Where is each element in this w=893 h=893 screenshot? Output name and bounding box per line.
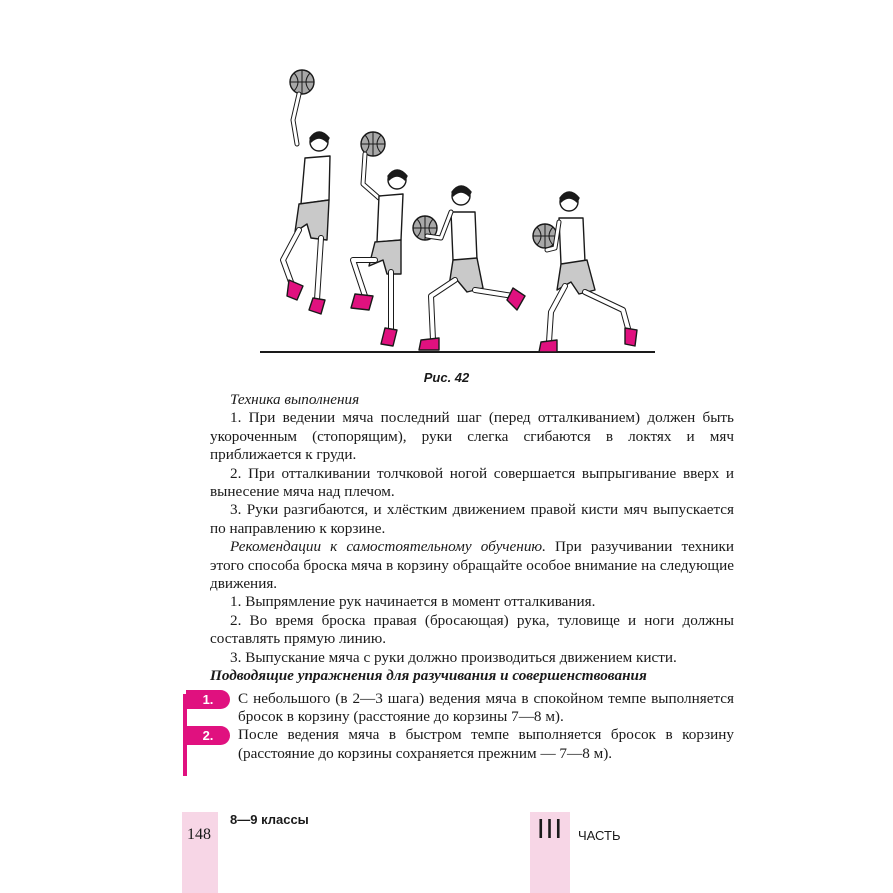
player-phase-2 — [413, 186, 525, 350]
page-number-tab — [182, 812, 218, 893]
technique-step: 2. При отталкивании толчковой ногой совершается выпрыгивание вверх и вынесение мяча над плечом. — [210, 464, 734, 501]
main-text — [202, 391, 734, 763]
recommendation-item: 1. Выпрямление рук начинается в момент отталкивания. — [230, 593, 596, 611]
exercise-item — [202, 726, 734, 763]
recommendation-item: 3. Выпускание мяча с руки должно производиться движением кисти. — [230, 648, 677, 666]
player-phase-3 — [351, 132, 407, 346]
exercise-number-badge: 2. — [186, 726, 230, 745]
technique-heading: Техника выполнения — [230, 391, 360, 408]
player-phase-4 — [283, 70, 330, 314]
technique-step: 3. Руки разгибаются, и хлёстким движением правой кисти мяч выпускается по направлению к корзине. — [210, 501, 734, 537]
recommendations-paragraph — [210, 538, 734, 593]
figure-caption: Рис. 42 — [423, 370, 470, 385]
page-number: 148 — [187, 826, 211, 843]
recommendations-heading: Рекомендации к самостоятельному обучению. — [230, 538, 546, 556]
exercise-text: С небольшого (в 2—3 шага) ведения мяча в спокойном темпе выполняется бросок в корзину (расстояние до корзины 7—8 м). — [238, 689, 734, 725]
part-number: III — [536, 813, 564, 844]
exercise-number-badge: 1. — [186, 690, 230, 709]
technique-step: 1. При ведении мяча последний шаг (перед отталкиванием) должен быть укороченным (стопорящим), руки слегка сгибаются в локтях и мяч приближается к груди. — [210, 409, 734, 464]
exercise-text: После ведения мяча в быстром темпе выполняется бросок в корзину (расстояние до корзины сохраняется прежним — 7—8 м). — [238, 726, 734, 762]
basketball-shot-illustration — [255, 60, 665, 360]
part-label: ЧАСТЬ — [578, 828, 621, 843]
player-phase-1 — [533, 192, 637, 352]
exercises-heading: Подводящие упражнения для разучивания и совершенствования — [210, 667, 647, 685]
exercise-list — [202, 689, 734, 764]
exercise-item — [202, 689, 734, 727]
recommendations-intro: При разучивании техники этого способа броска мяча в корзину обращайте особое внимание на следующие движения. — [210, 538, 734, 593]
recommendation-item: 2. Во время броска правая (бросающая) рука, туловище и ноги должны составлять прямую линию. — [210, 611, 734, 648]
grade-label: 8—9 классы — [230, 812, 309, 827]
